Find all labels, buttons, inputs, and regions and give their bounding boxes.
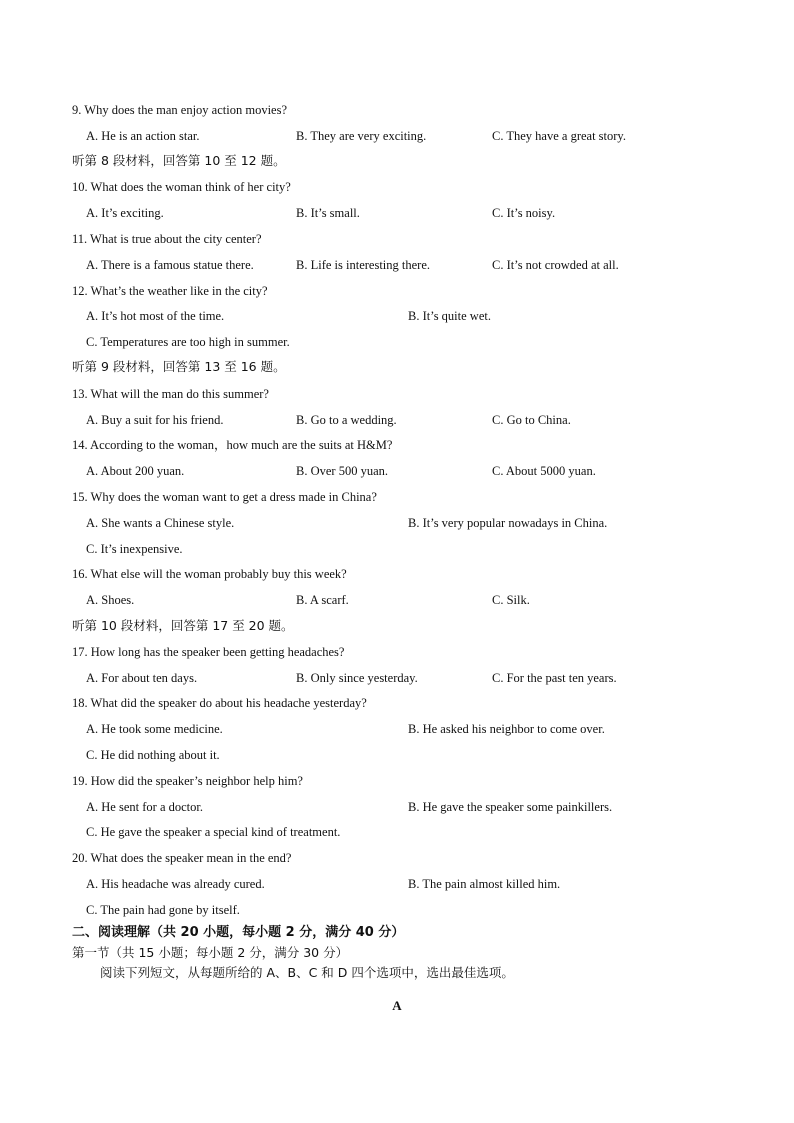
- question-stem: 11. What is true about the city center?: [72, 232, 262, 246]
- option-c: C. The pain had gone by itself.: [86, 903, 240, 917]
- question-stem: 9. Why does the man enjoy action movies?: [72, 103, 287, 117]
- option-a: A. It’s hot most of the time.: [86, 309, 225, 323]
- option-b: B. It’s very popular nowadays in China.: [408, 516, 608, 530]
- question-stem: 16. What else will the woman probably buy this week?: [72, 567, 347, 581]
- option-b: B. He gave the speaker some painkillers.: [408, 800, 613, 814]
- option-a: A. She wants a Chinese style.: [86, 516, 235, 530]
- instruction-text: 阅读下列短文，从每题所给的 A、B、C 和 D 四个选项中，选出最佳选项。: [100, 965, 514, 980]
- option-c: C. Temperatures are too high in summer.: [86, 335, 290, 349]
- section-title: 二、阅读理解（共 20 小题，每小题 2 分，满分 40 分）: [72, 925, 405, 940]
- option-a: A. His headache was already cured.: [86, 877, 265, 891]
- option-b: B. Life is interesting there.: [296, 258, 430, 272]
- option-a: A. Shoes.: [86, 593, 135, 607]
- option-b: B. Go to a wedding.: [296, 413, 397, 427]
- option-c: C. It’s noisy.: [492, 206, 556, 220]
- option-c: C. He gave the speaker a special kind of treatment.: [86, 825, 341, 839]
- option-b: B. Only since yesterday.: [296, 671, 418, 685]
- question-stem: 19. How did the speaker’s neighbor help him?: [72, 774, 303, 788]
- question-stem: 13. What will the man do this summer?: [72, 387, 269, 401]
- option-c: C. About 5000 yuan.: [492, 464, 596, 478]
- option-c: C. It’s not crowded at all.: [492, 258, 619, 272]
- option-a: A. He took some medicine.: [86, 722, 223, 736]
- option-a: A. It’s exciting.: [86, 206, 164, 220]
- option-a: A. He sent for a doctor.: [86, 800, 203, 814]
- option-a: A. For about ten days.: [86, 671, 198, 685]
- question-stem: 18. What did the speaker do about his headache yesterday?: [72, 696, 367, 710]
- option-b: B. A scarf.: [296, 593, 349, 607]
- listening-heading: 听第 9 段材料，回答第 13 至 16 题。: [72, 359, 286, 374]
- option-b: B. They are very exciting.: [296, 129, 427, 143]
- option-b: B. It’s quite wet.: [408, 309, 491, 323]
- question-stem: 17. How long has the speaker been getting headaches?: [72, 645, 345, 659]
- option-c: C. It’s inexpensive.: [86, 542, 183, 556]
- question-stem: 12. What’s the weather like in the city?: [72, 284, 268, 298]
- option-a: A. He is an action star.: [86, 129, 200, 143]
- question-stem: 15. Why does the woman want to get a dress made in China?: [72, 490, 377, 504]
- question-stem: 10. What does the woman think of her city?: [72, 180, 291, 194]
- option-c: C. For the past ten years.: [492, 671, 617, 685]
- option-c: C. Silk.: [492, 593, 530, 607]
- listening-heading: 听第 8 段材料，回答第 10 至 12 题。: [72, 153, 286, 168]
- question-stem: 14. According to the woman，how much are the suits at H&M?: [72, 438, 393, 452]
- option-a: A. Buy a suit for his friend.: [86, 413, 224, 427]
- passage-label: A: [392, 998, 402, 1013]
- option-c: C. He did nothing about it.: [86, 748, 220, 762]
- option-b: B. He asked his neighbor to come over.: [408, 722, 605, 736]
- option-c: C. Go to China.: [492, 413, 571, 427]
- option-c: C. They have a great story.: [492, 129, 626, 143]
- option-a: A. There is a famous statue there.: [86, 258, 254, 272]
- option-a: A. About 200 yuan.: [86, 464, 185, 478]
- subsection-title: 第一节（共 15 小题；每小题 2 分，满分 30 分）: [72, 945, 349, 960]
- option-b: B. It’s small.: [296, 206, 360, 220]
- listening-heading: 听第 10 段材料，回答第 17 至 20 题。: [72, 618, 294, 633]
- option-b: B. The pain almost killed him.: [408, 877, 561, 891]
- option-b: B. Over 500 yuan.: [296, 464, 388, 478]
- question-stem: 20. What does the speaker mean in the end?: [72, 851, 292, 865]
